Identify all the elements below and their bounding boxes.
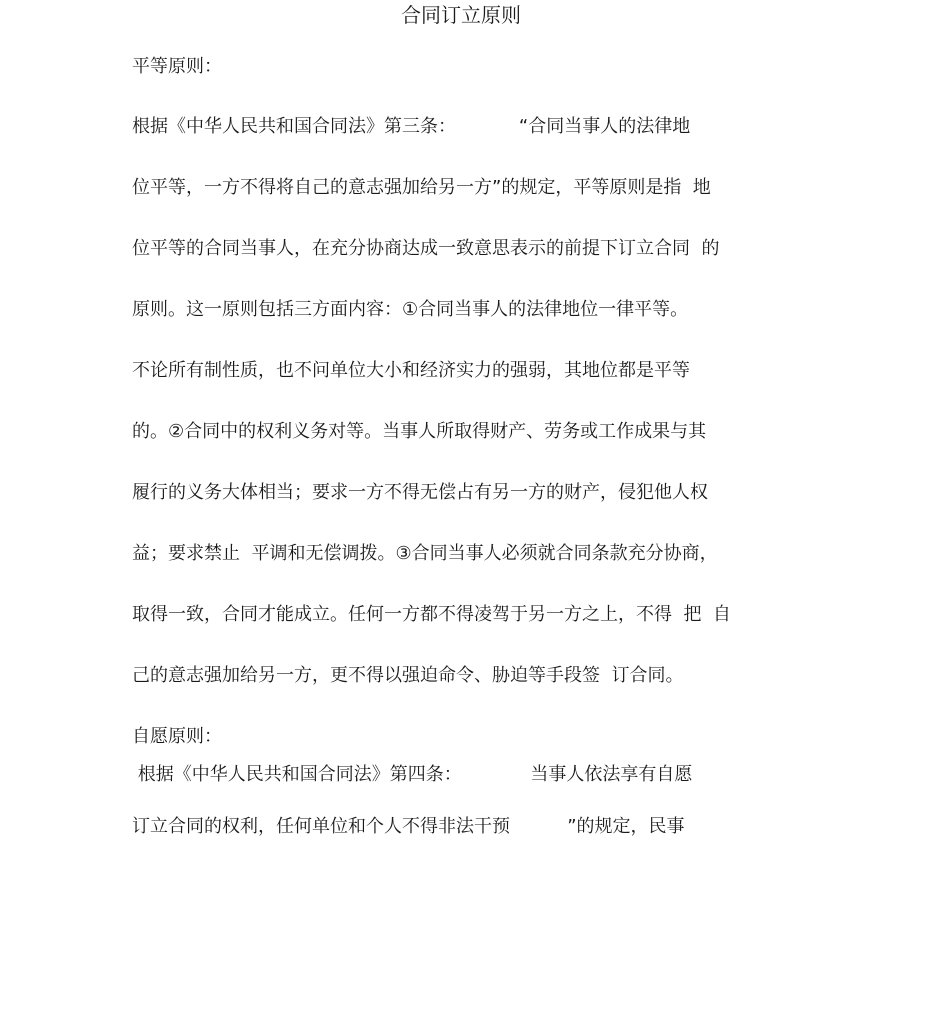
- paragraph-line: 根据《中华人民共和国合同法》第四条： 当事人依法享有自愿: [132, 764, 693, 785]
- paragraph-line: 订立合同的权利，任何单位和个人不得非法干预 ”的规定，民事: [132, 816, 685, 837]
- section-heading-equality: 平等原则：: [132, 56, 222, 77]
- paragraph-line: 的。②合同中的权利义务对等。当事人所取得财产、劳务或工作成果与其: [132, 421, 707, 442]
- paragraph-line: 履行的义务大体相当；要求一方不得无偿占有另一方的财产，侵犯他人权: [132, 482, 708, 503]
- paragraph-line: 原则。这一原则包括三方面内容：①合同当事人的法律地位一律平等。: [132, 299, 689, 320]
- section-heading-voluntary: 自愿原则：: [132, 726, 222, 747]
- document-title: 合同订立原则: [401, 3, 521, 27]
- paragraph-line: 益；要求禁止 平调和无偿调拨。③合同当事人必须就合同条款充分协商，: [132, 543, 718, 564]
- paragraph-line: 不论所有制性质，也不问单位大小和经济实力的强弱，其地位都是平等: [132, 360, 690, 381]
- paragraph-line: 己的意志强加给另一方，更不得以强迫命令、胁迫等手段签 订合同。: [132, 665, 684, 686]
- paragraph-line: 根据《中华人民共和国合同法》第三条： “合同当事人的法律地: [132, 116, 691, 137]
- paragraph-line: 位平等，一方不得将自己的意志强加给另一方”的规定，平等原则是指 地: [132, 177, 711, 198]
- paragraph-line: 位平等的合同当事人，在充分协商达成一致意思表示的前提下订立合同 的: [132, 238, 720, 259]
- paragraph-line: 取得一致，合同才能成立。任何一方都不得凌驾于另一方之上，不得 把 自: [132, 604, 731, 625]
